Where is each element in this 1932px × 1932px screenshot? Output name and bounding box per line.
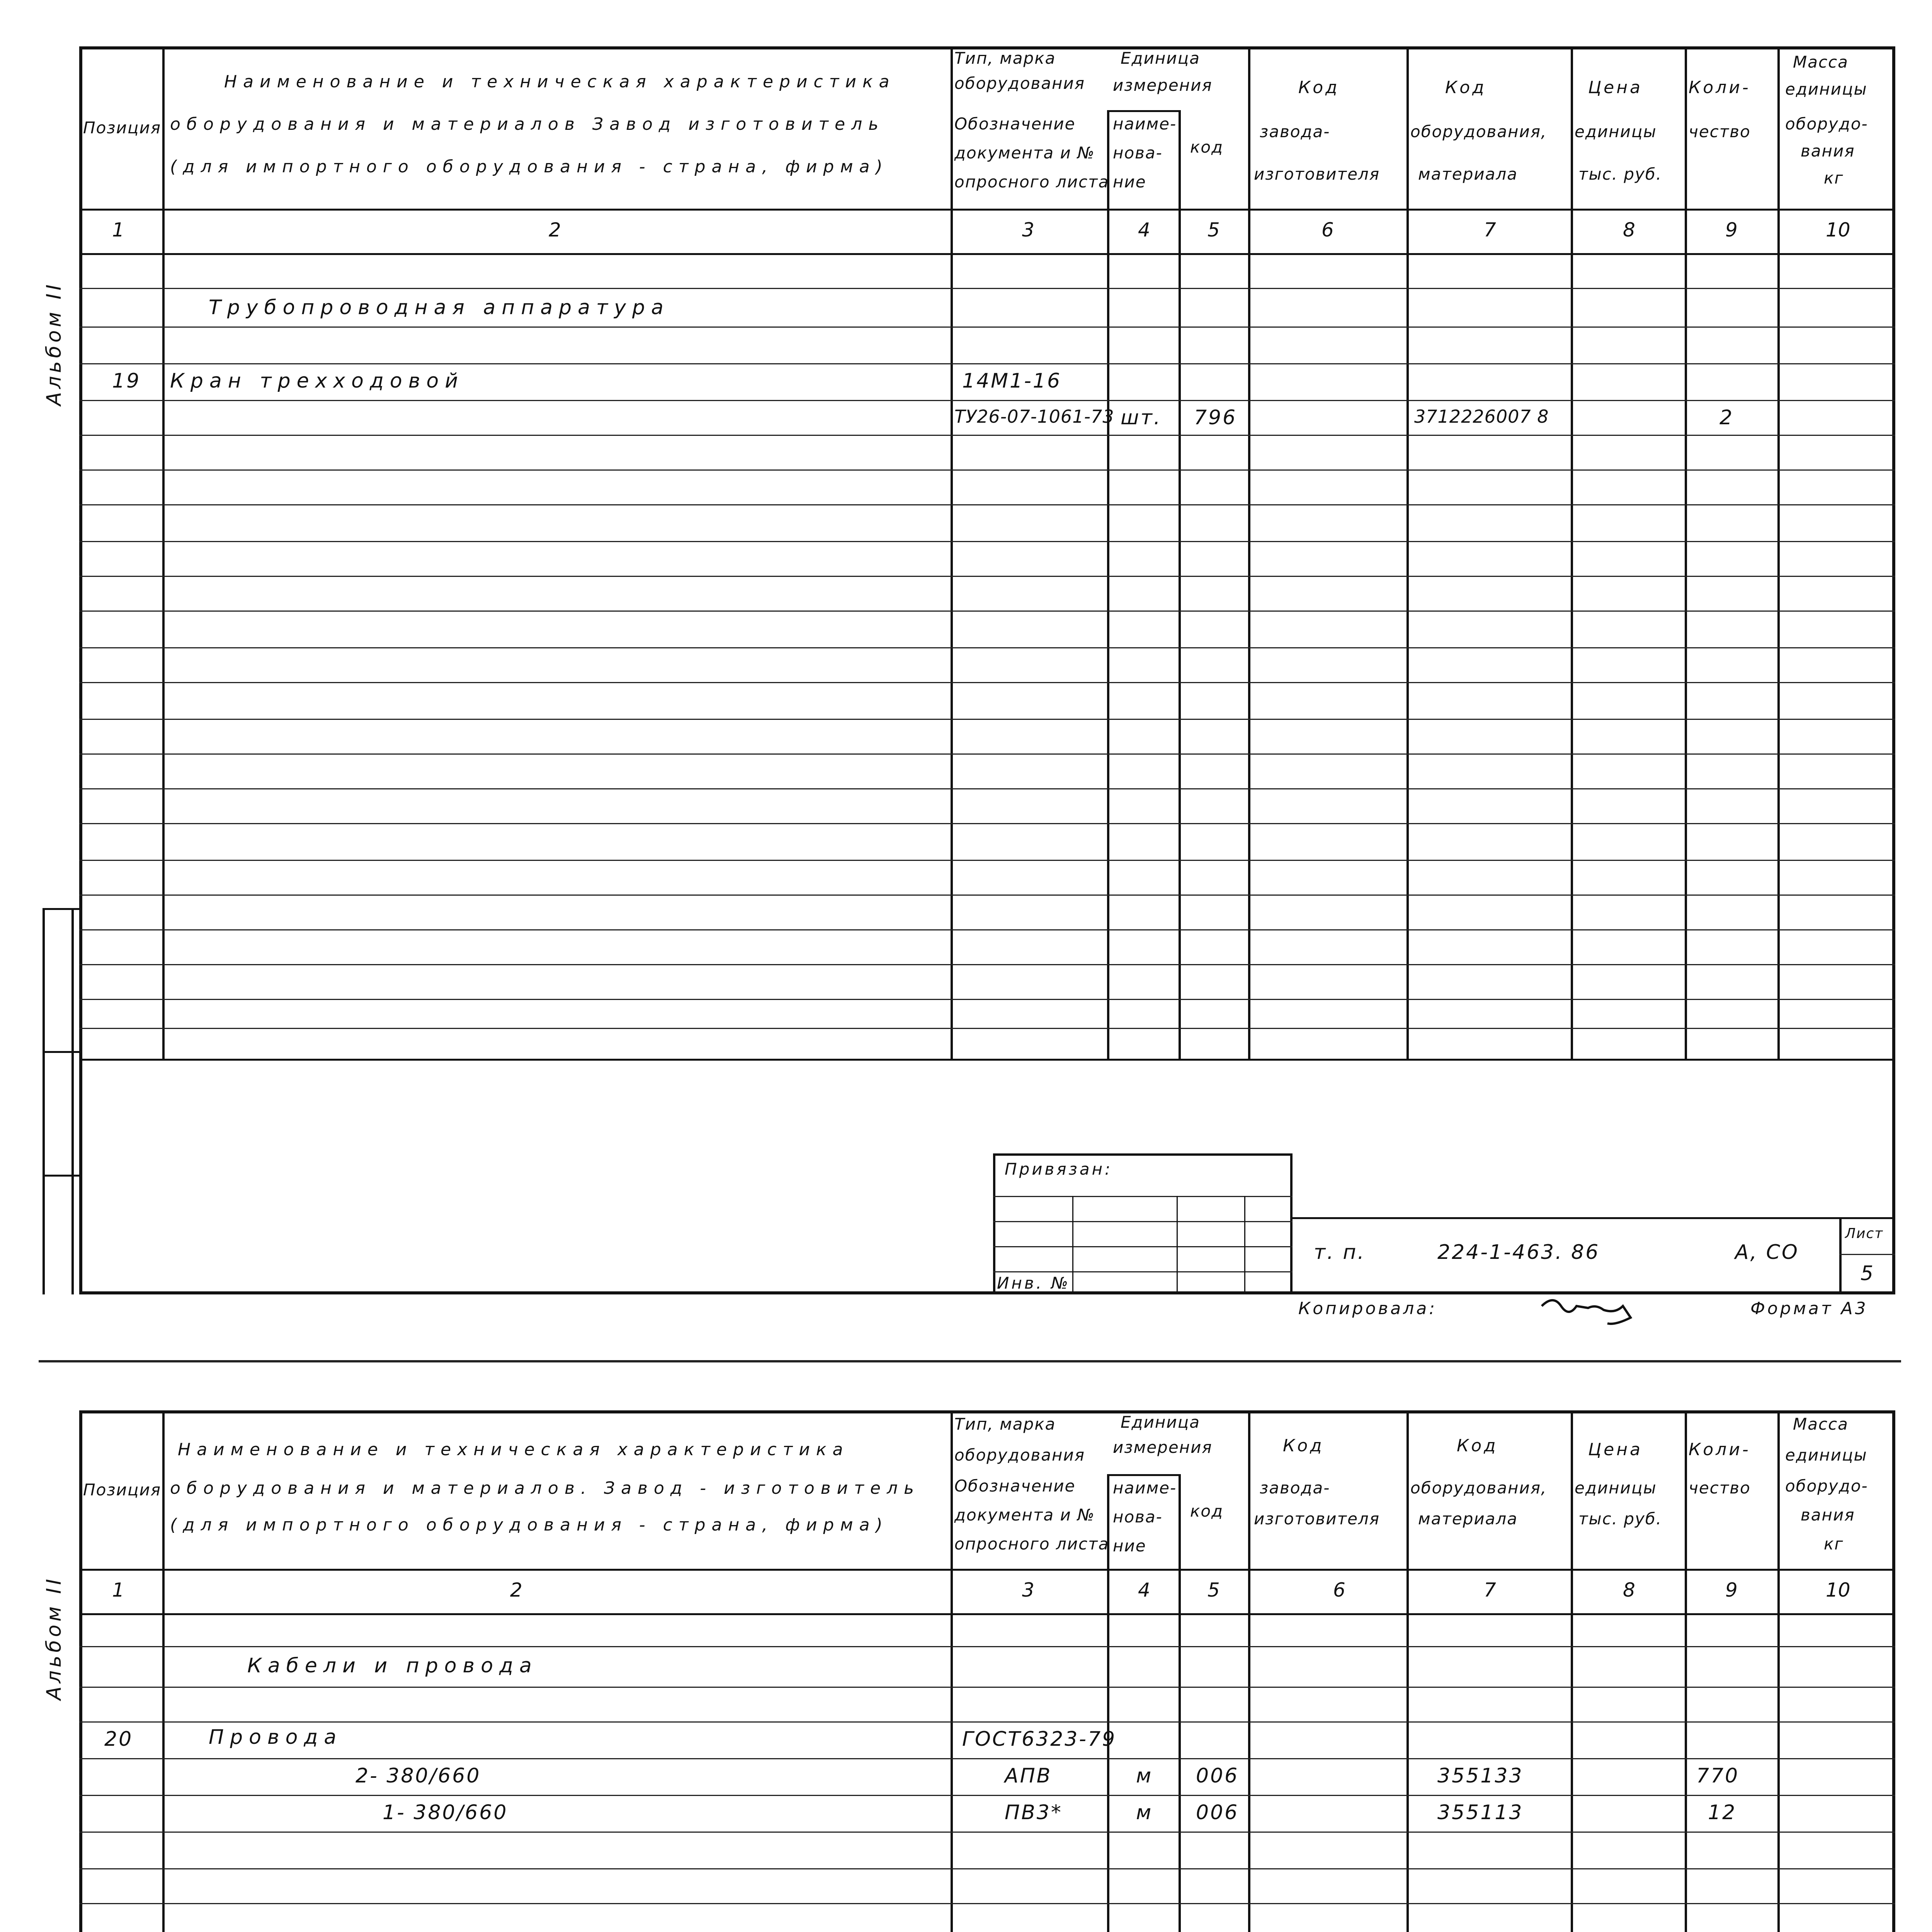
col-number: 2 <box>549 219 561 241</box>
col-number: 7 <box>1484 219 1496 241</box>
col-header-unitname: наиме- <box>1113 114 1177 133</box>
col-header-unitname: наиме- <box>1113 1478 1177 1497</box>
col-header-unitname-2: нова- <box>1113 143 1163 162</box>
col-header-unit: Единица <box>1121 49 1200 68</box>
col-header-position: Позиция <box>83 118 162 137</box>
col-header-qty-2: чество <box>1689 122 1751 141</box>
col-header-unitname-3: ние <box>1113 1536 1146 1555</box>
inventory-label: Инв. № <box>997 1274 1071 1293</box>
col-header-equip-2: оборудования, <box>1410 1478 1547 1497</box>
signature <box>1538 1291 1638 1329</box>
col-header-unitname-3: ние <box>1113 172 1146 191</box>
row-qty: 2 <box>1719 406 1734 429</box>
col-header-plant-2: завода- <box>1260 1478 1330 1497</box>
row-type: ПВ3* <box>1005 1801 1063 1824</box>
col-header-type-5: опросного листа <box>954 172 1109 191</box>
col-header-equip-2: оборудования, <box>1410 122 1547 141</box>
col-number: 7 <box>1484 1579 1496 1601</box>
col-number: 6 <box>1333 1579 1345 1601</box>
col-header-type: Тип, марка <box>954 49 1056 68</box>
col-header-mass-5: кг <box>1824 168 1844 187</box>
col-header-mass: Масса <box>1793 1415 1849 1434</box>
col-header-unit: Единица <box>1121 1413 1200 1432</box>
row-name: Провода <box>209 1726 343 1749</box>
row-unit: м <box>1136 1801 1153 1824</box>
col-header-unit-2: измерения <box>1113 76 1213 95</box>
row-name: 2- 380/660 <box>355 1764 481 1787</box>
col-header-qty: Коли- <box>1689 78 1751 97</box>
row-type: ГОСТ6323-79 <box>962 1728 1117 1751</box>
col-header-mass-2: единицы <box>1785 1446 1867 1464</box>
col-header-name-2: оборудования и материалов Завод изготовитель <box>170 114 885 134</box>
col-header-qty-2: чество <box>1689 1478 1751 1497</box>
col-header-mass-3: оборудо- <box>1785 114 1868 133</box>
col-header-unit-2: измерения <box>1113 1438 1213 1457</box>
col-header-type-4: документа и № <box>954 1505 1095 1524</box>
col-number: 3 <box>1022 219 1034 241</box>
col-header-plant-3: изготовителя <box>1254 165 1380 184</box>
col-header-mass-5: кг <box>1824 1534 1844 1553</box>
col-number: 2 <box>510 1579 522 1601</box>
col-header-price-2: единицы <box>1575 122 1657 141</box>
col-number: 10 <box>1826 1579 1850 1601</box>
row-qty: 12 <box>1708 1801 1737 1824</box>
col-header-plant: Код <box>1283 1436 1324 1456</box>
row-unit: м <box>1136 1764 1153 1787</box>
col-header-price-2: единицы <box>1575 1478 1657 1497</box>
col-header-mass-3: оборудо- <box>1785 1476 1868 1495</box>
col-header-price-3: тыс. руб. <box>1578 165 1662 184</box>
col-number: 10 <box>1826 219 1850 241</box>
row-qty: 770 <box>1696 1764 1740 1787</box>
col-header-type-2: оборудования <box>954 74 1085 93</box>
col-header-unitcode: код <box>1190 138 1224 156</box>
row-equip-code: 355133 <box>1437 1764 1524 1787</box>
col-header-type-4: документа и № <box>954 143 1095 162</box>
col-header-unitname-2: нова- <box>1113 1507 1163 1526</box>
sheet-number: 5 <box>1861 1262 1875 1285</box>
col-header-price-3: тыс. руб. <box>1578 1509 1662 1528</box>
row-type: ТУ26-07-1061-73 <box>954 406 1114 427</box>
row-type: 14М1-16 <box>962 369 1062 393</box>
col-header-position: Позиция <box>83 1480 162 1499</box>
sheet-label: Лист <box>1845 1226 1884 1242</box>
doc-number: 224-1-463. 86 <box>1437 1241 1600 1264</box>
row-unit: шт. <box>1121 406 1162 429</box>
row-name: 1- 380/660 <box>383 1801 508 1824</box>
col-header-mass-4: вания <box>1801 1505 1855 1524</box>
col-header-equip-3: материала <box>1418 1509 1518 1528</box>
col-number: 3 <box>1022 1579 1034 1601</box>
col-header-equip: Код <box>1445 78 1486 97</box>
format-label: Формат А3 <box>1750 1299 1868 1318</box>
col-number: 8 <box>1623 1579 1635 1601</box>
col-header-name-3: (для импортного оборудования - страна, фирма) <box>170 1515 889 1535</box>
col-header-name-3: (для импортного оборудования - страна, фирма) <box>170 157 889 177</box>
col-header-plant-3: изготовителя <box>1254 1509 1380 1528</box>
col-number: 6 <box>1321 219 1334 241</box>
col-header-plant-2: завода- <box>1260 122 1330 141</box>
copied-label: Копировала: <box>1298 1299 1437 1318</box>
section-title: Трубопроводная аппаратура <box>209 296 670 319</box>
row-equip-code: 355113 <box>1437 1801 1524 1824</box>
col-header-equip-3: материала <box>1418 165 1518 184</box>
album-label: Альбом II <box>43 1576 66 1700</box>
col-number: 5 <box>1208 219 1220 241</box>
binding-label: Привязан: <box>1005 1160 1113 1179</box>
row-position: 20 <box>104 1728 133 1751</box>
col-header-name-2: оборудования и материалов. Завод - изготовитель <box>170 1478 920 1498</box>
col-number: 8 <box>1623 219 1635 241</box>
col-header-type-2: оборудования <box>954 1446 1085 1464</box>
col-number: 9 <box>1725 1579 1738 1601</box>
col-number: 1 <box>112 219 124 241</box>
row-position: 19 <box>112 369 141 393</box>
col-header-mass-2: единицы <box>1785 80 1867 99</box>
row-equip-code: 3712226007 8 <box>1414 406 1549 427</box>
col-header-price: Цена <box>1588 1440 1643 1459</box>
col-header-mass: Масса <box>1793 53 1849 71</box>
album-label: Альбом II <box>43 281 66 406</box>
col-header-qty: Коли- <box>1689 1440 1751 1459</box>
spec-sheet-6 <box>0 1399 1932 1932</box>
section-title: Кабели и провода <box>247 1654 538 1677</box>
col-header-unitcode: код <box>1190 1502 1224 1520</box>
col-number: 9 <box>1725 219 1738 241</box>
page-divider <box>39 1360 1901 1362</box>
col-header-name: Наименование и техническая характеристика <box>178 1440 849 1459</box>
row-unit-code: 006 <box>1196 1764 1239 1787</box>
col-header-equip: Код <box>1457 1436 1498 1456</box>
col-header-type: Тип, марка <box>954 1415 1056 1434</box>
col-number: 4 <box>1138 1579 1150 1601</box>
col-header-price: Цена <box>1588 78 1643 97</box>
doc-code-label: т. п. <box>1314 1241 1366 1264</box>
col-number: 1 <box>112 1579 124 1601</box>
col-header-mass-4: вания <box>1801 141 1855 160</box>
col-header-type-5: опросного листа <box>954 1534 1109 1553</box>
doc-part: А, СО <box>1735 1241 1799 1264</box>
row-unit-code: 796 <box>1194 406 1237 429</box>
col-header-type-3: Обозначение <box>954 1476 1076 1495</box>
row-unit-code: 006 <box>1196 1801 1239 1824</box>
col-number: 5 <box>1208 1579 1220 1601</box>
col-header-plant: Код <box>1298 78 1340 97</box>
col-header-type-3: Обозначение <box>954 114 1076 133</box>
col-number: 4 <box>1138 219 1150 241</box>
row-type: АПВ <box>1005 1764 1052 1787</box>
row-name: Кран трехходовой <box>170 369 464 393</box>
col-header-name: Наименование и техническая характеристика <box>224 72 896 92</box>
